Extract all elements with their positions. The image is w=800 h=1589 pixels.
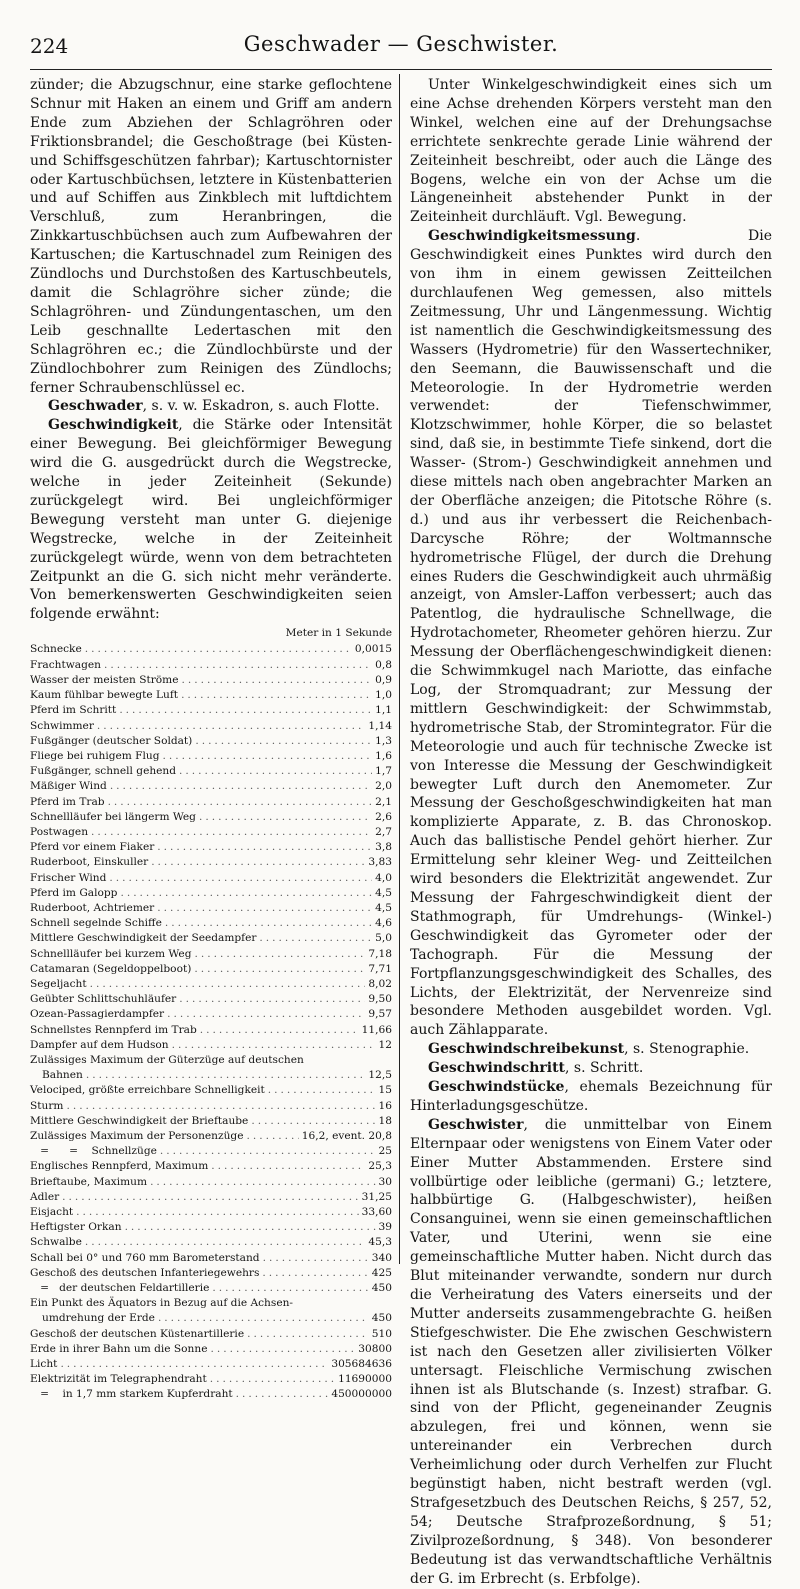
table-row — [30, 931, 392, 946]
row-label: Schwimmer — [30, 719, 94, 732]
entry-text: , die Stärke oder Intensität einer Bewegung. Bei gleichförmiger Bewegung wird die G. ausgedrückt durch die Wegstrecke, welche in jeder Zeiteinheit (Sekunde) zurückgelegt wird. Bei ungleichförmiger Bewegung versteht man unter G. diejenige Wegstrecke, welche in der Zeiteinheit zurückgelegt würde, wenn von dem betrachteten Zeitpunkt an die G. sich nicht mehr veränderte. Von bemerkenswerten Geschwindigkeiten seien folgende erwähnt: — [30, 417, 392, 623]
entry-geschwindstuecke — [410, 1078, 772, 1116]
leader-dots — [109, 871, 372, 886]
entry-geschwindigkeit — [30, 416, 392, 624]
leader-dots — [210, 1372, 335, 1387]
row-value: 2,1 — [375, 795, 392, 808]
table-row — [30, 1266, 392, 1281]
leader-dots — [66, 1099, 375, 1114]
page-header — [30, 30, 772, 64]
row-label: Pferd vor einem Fiaker — [30, 841, 155, 854]
row-value: 18 — [378, 1114, 392, 1127]
row-value: 4,5 — [375, 886, 392, 899]
speed-table — [30, 626, 392, 1402]
row-label: Pferd im Trab — [30, 795, 105, 808]
row-label: Pferd im Galopp — [30, 886, 118, 899]
row-value: 1,1 — [375, 704, 392, 717]
leader-dots — [157, 901, 372, 916]
row-label: Schall bei 0° und 760 mm Barometerstand — [30, 1251, 260, 1264]
table-row — [30, 1342, 392, 1357]
row-label: Ruderboot, Achtriemer — [30, 901, 155, 914]
row-label: Kaum fühlbar bewegte Luft — [30, 689, 179, 702]
row-continuation — [30, 1311, 392, 1326]
row-label: Mittlere Geschwindigkeit der Brieftaube — [30, 1114, 249, 1127]
row-value: 1,3 — [375, 734, 392, 747]
table-row — [30, 810, 392, 825]
entry-headword: Geschwister — [428, 1116, 524, 1133]
row-label-continued: Bahnen — [42, 1069, 83, 1082]
leader-dots — [62, 1190, 359, 1205]
entry-geschwader — [30, 397, 392, 416]
leader-dots — [210, 1342, 355, 1357]
table-row — [30, 642, 392, 657]
row-label: = der deutschen Feldartillerie — [30, 1282, 210, 1295]
row-label: Erde in ihrer Bahn um die Sonne — [30, 1342, 208, 1355]
entry-headword: Geschwindstücke — [428, 1079, 565, 1096]
leader-dots — [246, 1129, 298, 1144]
row-label: Velociped, größte erreichbare Schnelligkeit — [30, 1084, 265, 1097]
row-label: Fliege bei ruhigem Flug — [30, 749, 160, 762]
header-rule — [30, 69, 772, 70]
entry-headword: Geschwindigkeitsmessung — [428, 228, 636, 245]
left-column — [30, 76, 392, 1403]
row-value: 30 — [378, 1175, 392, 1188]
entry-geschwindschreibekunst — [410, 1040, 772, 1059]
leader-dots — [236, 1387, 329, 1402]
table-row — [30, 962, 392, 977]
entry-headword: Geschwader — [48, 398, 143, 415]
leader-dots — [181, 688, 372, 703]
entry-text: , s. Stenographie. — [624, 1041, 750, 1058]
row-value: 33,60 — [361, 1206, 392, 1218]
row-label: Sturm — [30, 1099, 64, 1112]
leader-dots — [76, 1205, 359, 1220]
row-value: 8,02 — [368, 977, 392, 990]
leader-dots — [211, 1159, 365, 1174]
row-value: 9,57 — [368, 1008, 392, 1021]
entry-geschwister — [410, 1116, 772, 1589]
row-value: 12,5 — [368, 1069, 392, 1082]
row-value: 3,8 — [375, 841, 392, 854]
row-label: Schnellstes Rennpferd im Trab — [30, 1023, 197, 1036]
table-row — [30, 825, 392, 840]
row-label: Segeljacht — [30, 977, 87, 990]
leader-dots — [263, 1251, 369, 1266]
table-row — [30, 1235, 392, 1250]
table-row — [30, 855, 392, 870]
row-label: Frachtwagen — [30, 658, 102, 671]
leader-dots — [172, 1038, 376, 1053]
row-value: 4,0 — [375, 871, 392, 884]
row-label: Frischer Wind — [30, 871, 107, 884]
leader-dots — [120, 886, 372, 901]
row-label: Ein Punkt des Äquators in Bezug auf die Achsen- — [30, 1297, 293, 1310]
leader-dots — [97, 719, 366, 734]
table-row — [30, 1023, 392, 1038]
table-row — [30, 1038, 392, 1053]
row-value: 30800 — [358, 1342, 392, 1355]
entry-text: , s. v. w. Eskadron, s. auch Flotte. — [142, 398, 380, 415]
row-label: Schnecke — [30, 643, 82, 656]
row-value: 31,25 — [361, 1190, 392, 1203]
row-label: Zulässiges Maximum der Güterzüge auf deutschen — [30, 1053, 304, 1066]
right-column — [410, 76, 772, 1589]
row-label: Licht — [30, 1358, 58, 1371]
row-value: 7,18 — [368, 947, 392, 960]
row-value: 9,50 — [368, 993, 392, 1006]
row-label: Zulässiges Maximum der Personenzüge — [30, 1129, 244, 1142]
row-value: 25 — [378, 1145, 392, 1158]
leader-dots — [163, 749, 373, 764]
page-number: 224 — [30, 34, 69, 58]
leader-dots — [150, 1175, 375, 1190]
table-row — [30, 1281, 392, 1296]
row-value: 4,6 — [375, 917, 392, 930]
row-value: 2,6 — [375, 810, 392, 823]
row-value: 7,71 — [368, 962, 392, 975]
table-row — [30, 871, 392, 886]
entry-text: . Die Geschwindigkeit eines Punktes wird durch den von ihm in einem gewissen Zeitteilchen durchlaufenen Weg gemessen, also mittels Zeitmessung, Uhr und Längenmessung. Wichtig ist namentlich die Geschwindigkeitsmessung des Wassers (Hydrometrie) für den Wassertechniker, den Seemann, die Bauwissenschaft und die Meteorologie. In der Hydrometrie werden verwendet: der Tiefenschwimmer, Klotzschwimmer, hohle Körper, die so belastet sind, daß sie, in bestimmte Tiefe sinkend, dort die Wasser- (Strom-) Geschwindigkeit annehmen und diese mittels nach oben angebrachter Marken an der Oberfläche anzeigen; die Pitotsche Röhre (s. d.) und aus ihr verbessert die Reichenbach-Darcysche Röhre; der Woltmannsche hydrometrische Flügel, der durch die Drehung eines Ruders die Geschwindigkeit auch uhrmäßig anzeigt, von Amsler-Laffon verbessert; auch das Patentlog, die hydraulische Schnellwage, die Hydrotachometer, Rheometer gehören hierzu. Zur Messung der Oberflächengeschwindigkeit dienen: die Schwimmkugel nach Mariotte, das einfache Log, der Stromquadrant; zur Messung der mittlern Geschwindigkeit: der Schwimmstab, hydrometrische Stab, der Stromintegrator. Für die Meteorologie und auch für technische Zwecke ist von Interesse die Messung der Geschwindigkeit bewegter Luft durch den Anemometer. Zur Messung der Geschoßgeschwindigkeiten hat man komplizierte Apparate, z. B. das Chronoskop. Auch das ballistische Pendel gehört hierher. Zur Ermittelung sehr kleiner Weg- und Zeitteilchen wird besonders die Elektrizität angewendet. Zur Messung der Fahrgeschwindigkeit dient der Stathmograph, für Umdrehungs- (Winkel-) Geschwindigkeit das Gyrometer oder der Tachograph. Für die Messung der Fortpflanzungsgeschwindigkeit des Schalles, des Lichts, der Elektrizität, der Nervenreize sind besondere Methoden ausgebildet worden. Vgl. auch Zählapparate. — [410, 228, 772, 1039]
row-label: Schnellläufer bei längerm Weg — [30, 810, 196, 823]
row-value: 0,8 — [375, 658, 392, 671]
row-label: Eisjacht — [30, 1206, 74, 1218]
row-value: 16 — [378, 1099, 392, 1112]
row-value: 2,7 — [375, 825, 392, 838]
table-row — [30, 1327, 392, 1342]
row-value: 1,6 — [375, 749, 392, 762]
row-value: 1,0 — [375, 689, 392, 702]
table-row — [30, 1251, 392, 1266]
table-row — [30, 1159, 392, 1174]
table-row — [30, 673, 392, 688]
leader-dots — [85, 642, 352, 657]
table-row — [30, 1175, 392, 1190]
row-value: 39 — [378, 1221, 392, 1234]
leader-dots — [157, 840, 372, 855]
leader-dots — [199, 810, 372, 825]
row-value: 305684636 — [331, 1358, 392, 1371]
row-label: Mittlere Geschwindigkeit der Seedampfer — [30, 932, 257, 945]
row-value: 450 — [371, 1312, 392, 1325]
leader-dots — [167, 1007, 365, 1022]
table-row — [30, 1144, 392, 1159]
row-label: Fußgänger, schnell gehend — [30, 765, 177, 778]
running-title: Geschwader — Geschwister. — [243, 32, 559, 56]
leader-dots — [85, 1235, 366, 1250]
table-row — [30, 977, 392, 992]
table-row — [30, 764, 392, 779]
table-row — [30, 703, 392, 718]
table-row — [30, 1372, 392, 1387]
row-value: 11690000 — [338, 1373, 392, 1386]
table-row — [30, 1099, 392, 1114]
leader-dots — [108, 795, 373, 810]
leader-dots — [90, 977, 366, 992]
row-value: 15 — [378, 1084, 392, 1097]
row-label: Pferd im Schritt — [30, 704, 117, 717]
row-label-continued: umdrehung der Erde — [42, 1312, 155, 1325]
leader-dots — [91, 825, 372, 840]
row-value: 0,0015 — [354, 643, 392, 656]
table-row — [30, 734, 392, 749]
entry-text: , ehemals Bezeichnung für Hinterladungsgeschütze. — [410, 1079, 772, 1114]
table-row — [30, 901, 392, 916]
entry-geschwindschritt — [410, 1059, 772, 1078]
row-value: 45,3 — [368, 1236, 392, 1249]
table-row — [30, 1357, 392, 1372]
table-row — [30, 840, 392, 855]
row-value: 4,5 — [375, 901, 392, 914]
entry-headword: Geschwindigkeit — [48, 417, 179, 434]
entry-headword: Geschwindschritt — [428, 1060, 565, 1077]
row-label: Brieftaube, Maximum — [30, 1175, 148, 1188]
row-value: 16,2, event. 20,8 — [301, 1129, 392, 1142]
table-unit-header: Meter in 1 Sekunde — [285, 627, 392, 640]
entry-geschwindigkeitsmessung — [410, 227, 772, 1040]
row-label: Geschoß des deutschen Infanteriegewehrs — [30, 1266, 260, 1279]
row-value: 25,3 — [368, 1160, 392, 1173]
leader-dots — [165, 916, 372, 931]
row-label: Geschoß der deutschen Küstenartillerie — [30, 1327, 245, 1340]
table-row — [30, 1205, 392, 1220]
row-label: Geübter Schlittschuhläufer — [30, 993, 177, 1006]
table-row — [30, 1296, 392, 1326]
row-label: Mäßiger Wind — [30, 780, 107, 793]
paragraph-winkelgeschwindigkeit: Unter Winkelgeschwindigkeit eines sich um eine Achse drehenden Körpers versteht man den Winkel, welchen eine auf der Drehungsachse errichtete senkrechte gerade Linie während der Zeiteinheit beschreibt, oder auch die Länge des Bogens, welche ein von der Achse um die Längeneinheit abstehender Punkt in der Zeiteinheit durchläuft. Vgl. Bewegung. — [410, 77, 772, 226]
table-row — [30, 1220, 392, 1235]
leader-dots — [158, 1311, 369, 1326]
leader-dots — [195, 734, 372, 749]
row-value: 340 — [371, 1251, 392, 1264]
table-row — [30, 1083, 392, 1098]
leader-dots — [60, 1357, 328, 1372]
row-value: 1,7 — [375, 765, 392, 778]
row-value: 5,0 — [375, 932, 392, 945]
row-value: 450 — [371, 1282, 392, 1295]
row-label: = in 1,7 mm starkem Kupferdraht — [30, 1388, 233, 1401]
row-label: Catamaran (Segeldoppelboot) — [30, 962, 192, 975]
table-row — [30, 658, 392, 673]
row-value: 510 — [371, 1327, 392, 1340]
row-label: Ruderboot, Einskuller — [30, 856, 149, 869]
leader-dots — [179, 764, 372, 779]
row-value: 3,83 — [368, 856, 392, 869]
table-row — [30, 719, 392, 734]
row-label: Schnell segelnde Schiffe — [30, 917, 162, 930]
row-label: Dampfer auf dem Hudson — [30, 1038, 169, 1051]
table-row — [30, 1129, 392, 1144]
row-label: Englisches Rennpferd, Maximum — [30, 1160, 209, 1173]
leader-dots — [194, 962, 365, 977]
row-value: 12 — [378, 1038, 392, 1051]
row-value: 425 — [371, 1266, 392, 1279]
row-label: Schwalbe — [30, 1236, 82, 1249]
row-label: Fußgänger (deutscher Soldat) — [30, 734, 193, 747]
table-row — [30, 1114, 392, 1129]
table-row — [30, 1190, 392, 1205]
row-label: Ozean-Passagierdampfer — [30, 1008, 165, 1021]
table-row — [30, 886, 392, 901]
column-divider — [399, 74, 400, 1264]
entry-headword: Geschwindschreibekunst — [428, 1041, 625, 1058]
table-row — [30, 947, 392, 962]
leader-dots — [268, 1083, 376, 1098]
leader-dots — [251, 1114, 375, 1129]
row-value: 11,66 — [361, 1023, 392, 1036]
row-label: Elektrizität im Telegraphendraht — [30, 1373, 207, 1386]
leader-dots — [194, 947, 365, 962]
leader-dots — [179, 992, 365, 1007]
leader-dots — [119, 703, 372, 718]
table-row — [30, 1007, 392, 1022]
leader-dots — [259, 931, 372, 946]
row-value: 450000000 — [331, 1388, 392, 1401]
row-value: 2,0 — [375, 780, 392, 793]
leader-dots — [104, 658, 372, 673]
leader-dots — [212, 1281, 368, 1296]
row-label: Schnellläufer bei kurzem Weg — [30, 947, 192, 960]
table-row — [30, 795, 392, 810]
row-label: Heftigster Orkan — [30, 1221, 122, 1234]
leader-dots — [160, 1144, 376, 1159]
leader-dots — [247, 1327, 369, 1342]
row-value: 0,9 — [375, 673, 392, 686]
table-rows — [30, 642, 392, 1402]
table-row — [30, 688, 392, 703]
paragraph-continuation: zünder; die Abzugschnur, eine starke geflochtene Schnur mit Haken an einem und Griff am andern Ende zum Abziehen der Schlagröhren oder Friktionsbrandel; die Geschoßtrage (bei Küsten- und Schiffsgeschützen fahrbar); Kartuschtornister oder Kartuschbüchsen, letztere in Küstenbatterien und auf Schiffen aus Zinkblech mit luftdichtem Verschluß, zum Heranbringen, die Zinkkartuschbüchsen auch zum Aufbewahren der Kartuschen; die Kartuschnadel zum Reinigen des Zündlochs und Durchstoßen des Kartuschbeutels, damit die Schlagröhre sicher zünde; die Schlagröhren- und Zündungentaschen, um den Leib geschnallte Ledertaschen mit den Schlagröhren ec.; die Zündlochbürste und der Zündlochbohrer zum Reinigen des Zündlochs; ferner Schraubenschlüssel ec. — [30, 77, 392, 396]
row-value: 1,14 — [368, 719, 392, 732]
table-row — [30, 916, 392, 931]
leader-dots — [125, 1220, 376, 1235]
table-row — [30, 1053, 392, 1083]
table-row — [30, 749, 392, 764]
table-row — [30, 992, 392, 1007]
entry-text: , die unmittelbar von Einem Elternpaar oder wenigstens von Einem Vater oder Einer Mutter Abstammenden. Erstere sind vollbürtige oder leibliche (germani) G.; letztere, halbbürtige G. (Halbgeschwister), heißen Consanguinei, wenn sie einen gemeinschaftlichen Vater, und Uterini, wenn sie eine gemeinschaftliche Mutter haben. Nicht durch das Blut miteinander verwandte, sondern nur durch die Verheiratung des Vaters einerseits und der Mutter anderseits zusammengebrachte G. heißen Stiefgeschwister. Die Ehe zwischen Geschwistern ist nach den Gesetzen aller zivilisierten Völker untersagt. Fleischliche Vermischung zwischen ihnen ist als Blutschande (s. Inzest) strafbar. G. sind von der Pflicht, gegeneinander Zeugnis abzulegen, frei und können, wenn sie untereinander ein Verbrechen durch Verheimlichung oder durch Verhelfen zur Flucht begünstigt haben, nicht bestraft werden (vgl. Strafgesetzbuch des Deutschen Reichs, § 257, 52, 54; Deutsche Strafprozeßordnung, § 51; Zivilprozeßordnung, § 348). Von besonderer Bedeutung ist das verwandtschaftliche Verhältnis der G. im Erbrecht (s. Erbfolge). — [410, 1116, 772, 1587]
leader-dots — [86, 1068, 366, 1083]
table-row — [30, 779, 392, 794]
leader-dots — [181, 673, 372, 688]
row-label: Adler — [30, 1190, 60, 1203]
entry-text: , s. Schritt. — [565, 1060, 644, 1077]
row-label: = = Schnellzüge — [30, 1145, 157, 1158]
table-row — [30, 1387, 392, 1402]
leader-dots — [200, 1023, 359, 1038]
leader-dots — [151, 855, 365, 870]
leader-dots — [110, 779, 372, 794]
row-label: Postwagen — [30, 825, 89, 838]
leader-dots — [262, 1266, 368, 1281]
row-label: Wasser der meisten Ströme — [30, 673, 179, 686]
row-continuation — [30, 1068, 392, 1083]
